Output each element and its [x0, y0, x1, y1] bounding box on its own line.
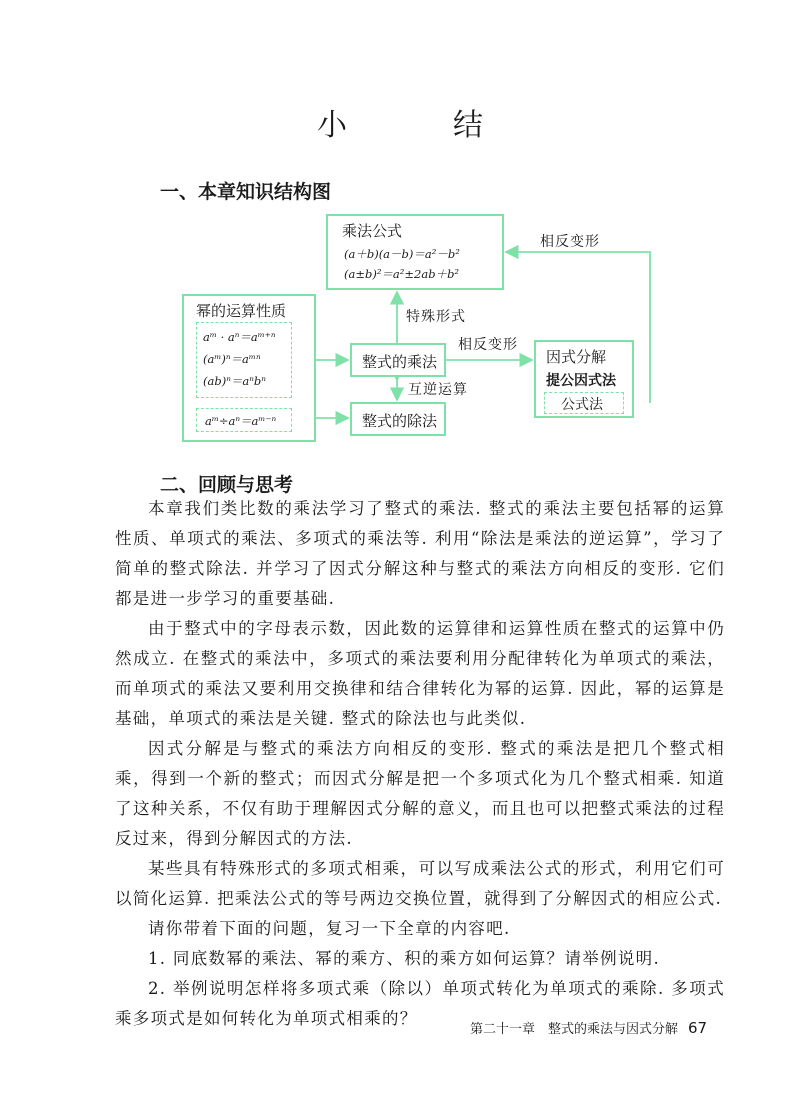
- review-body: [115, 494, 725, 1034]
- power-formula-2: (aᵐ)ⁿ＝aᵐⁿ: [203, 352, 261, 366]
- question-1: 1. 同底数幂的乘法、幂的乘方、积的乘方如何运算？请举例说明.: [148, 949, 661, 968]
- factor-box: [534, 340, 634, 418]
- mult-formula-1: (a＋b)(a－b)＝a²－b²: [344, 247, 460, 261]
- factor-item-common: 提公因式法: [546, 373, 616, 389]
- knowledge-structure-diagram: [0, 0, 800, 460]
- edge-label-special: 特殊形式: [406, 309, 466, 325]
- power-formula-3: (ab)ⁿ＝aⁿbⁿ: [203, 374, 266, 388]
- div-node: [350, 402, 446, 436]
- edge-label-reverse-top: 相反变形: [540, 234, 600, 250]
- edge-label-reverse-mid: 相反变形: [458, 337, 518, 353]
- paragraph: 本章我们类比数的乘法学习了整式的乘法. 整式的乘法主要包括幂的运算性质、单项式的乘法、多项式的乘法等. 利用“除法是乘法的逆运算”，学习了简单的整式除法. 并学习了因式分解这种与整式的乘法方向相反的变形. 它们都是进一步学习的重要基础.: [115, 499, 725, 608]
- power-formula-1: aᵐ · aⁿ＝aᵐ⁺ⁿ: [203, 330, 276, 344]
- page-title: 小 结: [317, 108, 521, 143]
- factor-formula-group: [544, 392, 624, 414]
- mult-node: [350, 343, 446, 377]
- factor-title: 因式分解: [546, 348, 607, 366]
- mult-formula-2: (a±b)²＝a²±2ab＋b²: [344, 267, 460, 281]
- section-heading-review: 二、回顾与思考: [160, 474, 294, 496]
- page-footer: [470, 1018, 707, 1037]
- power-props-box: [182, 294, 316, 442]
- mult-formula-title: 乘法公式: [342, 222, 403, 240]
- power-props-title: 幂的运算性质: [196, 302, 287, 320]
- paragraph: 因式分解是与整式的乘法方向相反的变形. 整式的乘法是把几个整式相乘，得到一个新的整式；而因式分解是把一个多项式化为几个整式相乘. 知道了这种关系，不仅有助于理解因式分解的意义，而且也可以把整式乘法的过程反过来，得到分解因式的方法.: [115, 739, 725, 848]
- mult-formula-box: [326, 214, 504, 290]
- paragraph: 请你带着下面的问题，复习一下全章的内容吧.: [148, 919, 511, 938]
- paragraph: 由于整式中的字母表示数，因此数的运算律和运算性质在整式的运算中仍然成立. 在整式的乘法中，多项式的乘法要利用分配律转化为单项式的乘法，而单项式的乘法又要利用交换律和结合律转化为幂的运算. 因此，幂的运算是基础，单项式的乘法是关键. 整式的除法也与此类似.: [115, 619, 725, 728]
- factor-item-formula: 公式法: [561, 397, 603, 413]
- power-props-group: [196, 322, 292, 398]
- footer-chapter: 第二十一章 整式的乘法与因式分解: [470, 1022, 679, 1037]
- paragraph: 某些具有特殊形式的多项式相乘，可以写成乘法公式的形式，利用它们可以简化运算. 把乘法公式的等号两边交换位置，就得到了分解因式的相应公式.: [115, 859, 725, 908]
- power-formula-4: aᵐ÷aⁿ＝aᵐ⁻ⁿ: [205, 414, 277, 428]
- power-div-group: [196, 408, 292, 432]
- mult-node-label: 整式的乘法: [362, 353, 438, 371]
- page-number: 67: [688, 1019, 708, 1037]
- question-2: 2. 举例说明怎样将多项式乘（除以）单项式转化为单项式的乘除. 多项式乘多项式是如何转化为单项式相乘的？: [115, 979, 725, 1028]
- edge-label-inverse: 互逆运算: [408, 382, 468, 398]
- div-node-label: 整式的除法: [362, 412, 438, 430]
- section-heading-structure: 一、本章知识结构图: [160, 181, 332, 203]
